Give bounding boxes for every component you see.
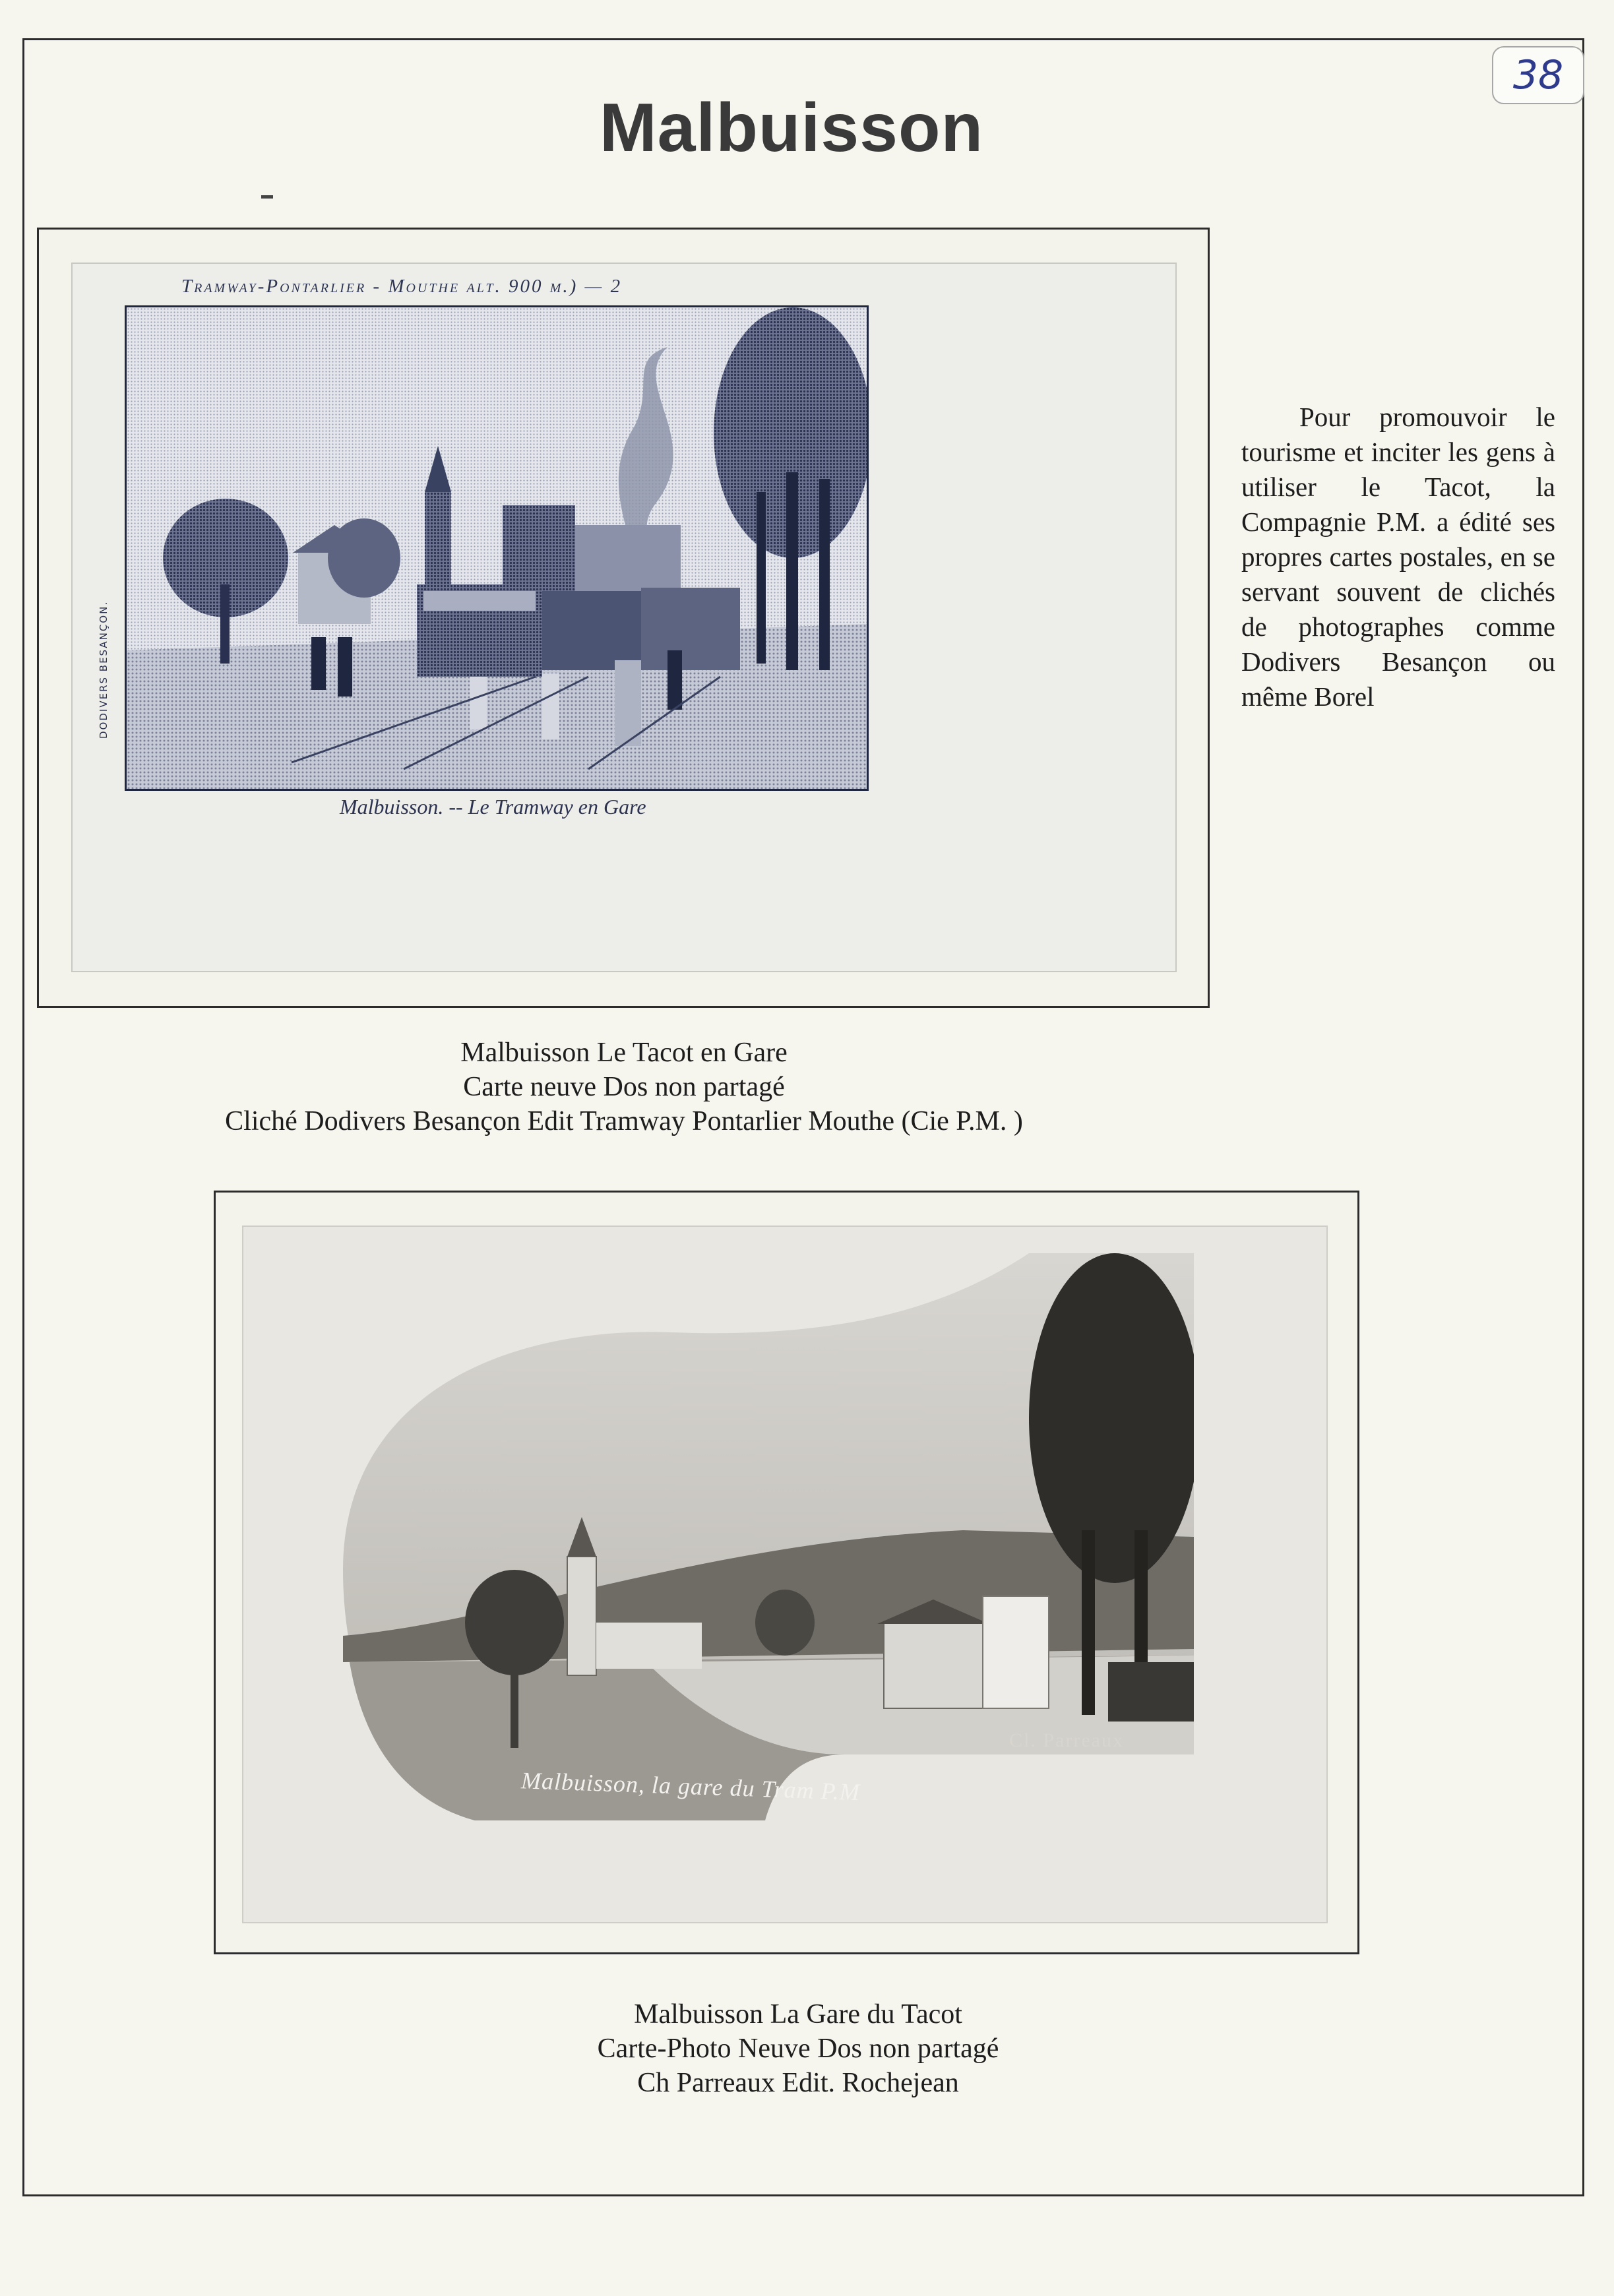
page-number-badge: 38	[1492, 46, 1584, 104]
postcard-2-photographer-credit: Cl. Parreaux	[1009, 1729, 1124, 1751]
caption-1-line-2: Carte neuve Dos non partagé	[463, 1072, 785, 1102]
caption-1-line-3: Cliché Dodivers Besançon Edit Tramway Pontarlier Mouthe (Cie P.M. )	[225, 1106, 1023, 1136]
caption-2-line-2: Carte-Photo Neuve Dos non partagé	[597, 2033, 999, 2064]
tram-station-illustration	[127, 307, 867, 789]
postcard-2-caption: Malbuisson, la gare du Tram P.M	[520, 1767, 861, 1806]
postcard-1-header: Tramway-Pontarlier - Mouthe alt. 900 m.) — 2	[181, 276, 623, 297]
caption-2-line-3: Ch Parreaux Edit. Rochejean	[637, 2068, 959, 2098]
postcard-1-side-credit: DODIVERS BESANÇON.	[98, 600, 109, 739]
caption-2-line-1: Malbuisson La Gare du Tacot	[634, 1999, 962, 2030]
page-title: Malbuisson	[599, 90, 984, 166]
stray-mark	[261, 195, 273, 199]
postcard-2-description	[0, 1997, 1596, 2100]
side-note-text: Pour promouvoir le tourisme et inciter les gens à utiliser le Tacot, la Compagnie P.M. a édité ses propres cartes postales, en se servant souvent de clichés de photographes comme Dodivers Besançon ou même Borel	[1241, 402, 1555, 712]
postcard-1-description	[0, 1036, 1248, 1138]
caption-1-line-1: Malbuisson Le Tacot en Gare	[460, 1038, 788, 1068]
postcard-1-caption: Malbuisson. -- Le Tramway en Gare	[340, 795, 646, 819]
postcard-1-photo	[125, 305, 869, 791]
side-note	[1241, 400, 1555, 714]
